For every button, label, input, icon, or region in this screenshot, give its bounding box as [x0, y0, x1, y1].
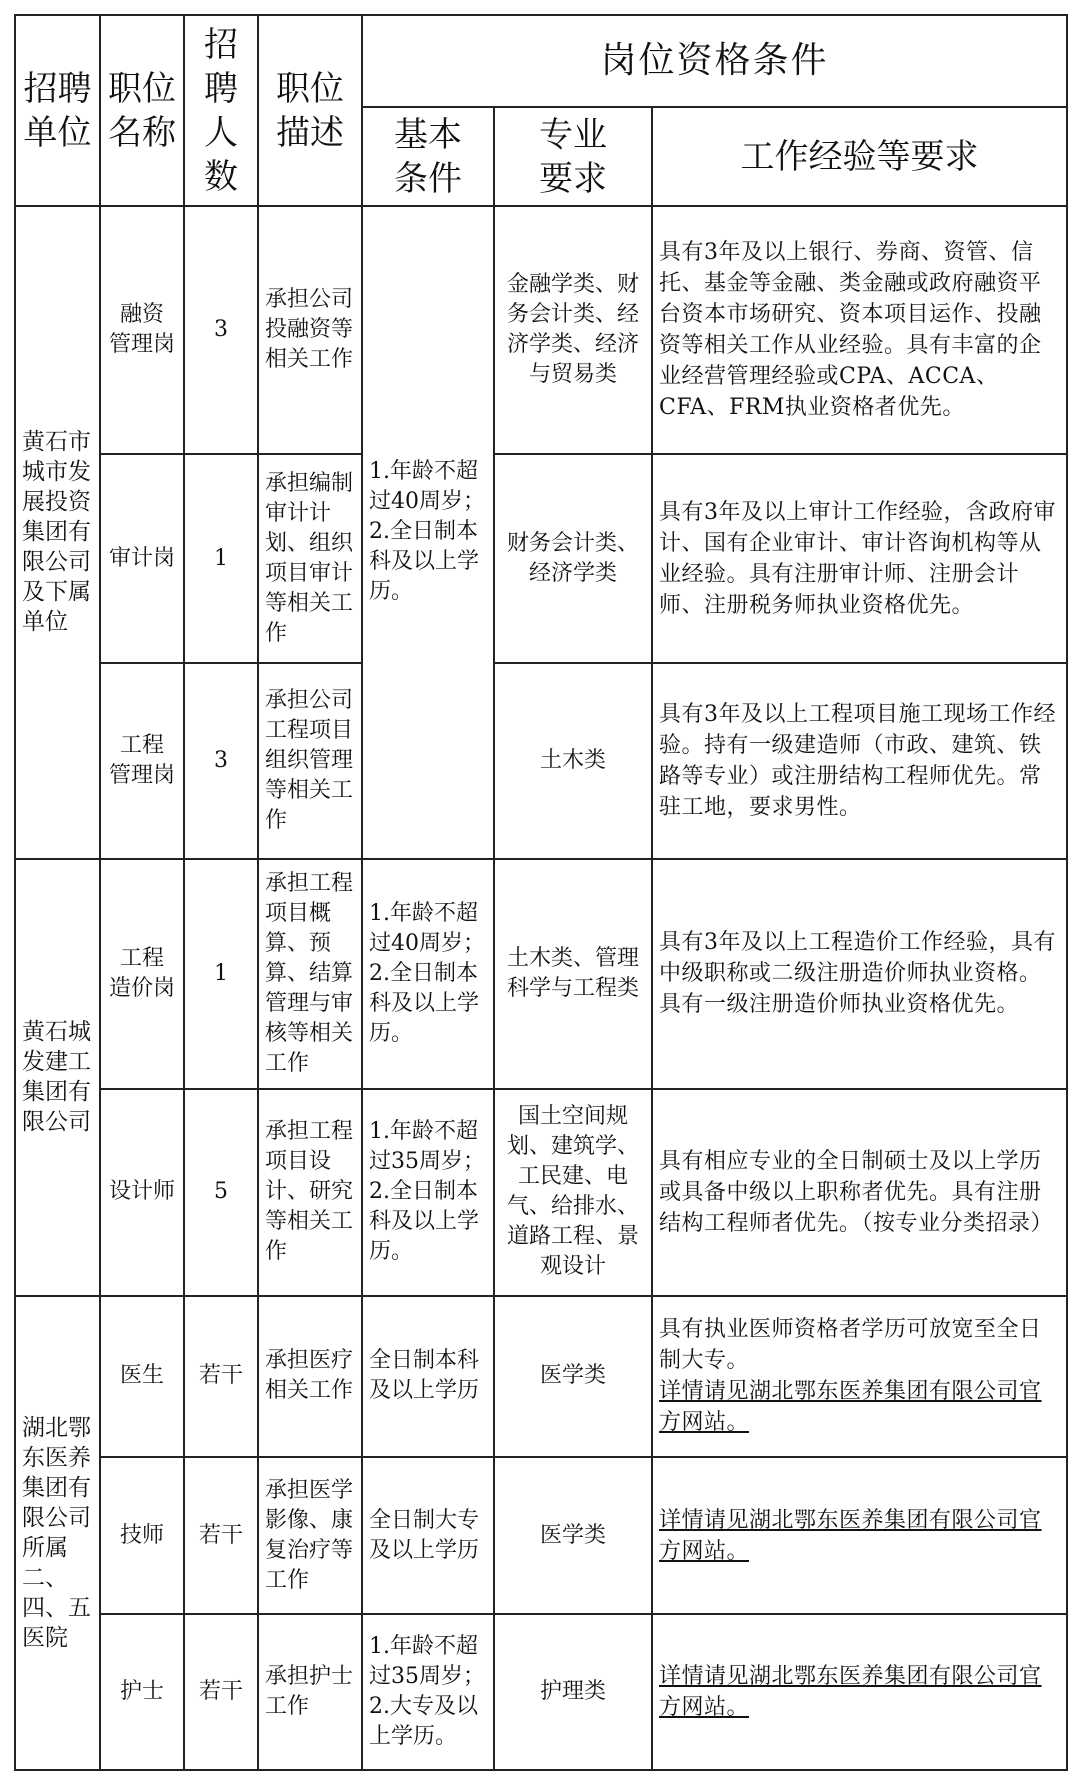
basic-conditions: 全日制本科及以上学历: [362, 1296, 494, 1458]
basic-conditions: 1.年龄不超过40周岁； 2.全日制本科及以上学历。: [362, 859, 494, 1090]
position-description: 承担工程项目概算、预算、结算管理与审核等相关工作: [258, 859, 362, 1090]
header-experience: 工作经验等要求: [652, 107, 1067, 206]
header-major: 专业 要求: [494, 107, 652, 206]
basic-conditions: 1.年龄不超过35周岁； 2.大专及以上学历。: [362, 1614, 494, 1770]
table-row: [15, 1614, 1067, 1770]
header-position: 职位 名称: [100, 15, 184, 206]
position-name: 技师: [100, 1457, 184, 1614]
website-link[interactable]: 详情请见湖北鄂东医养集团有限公司官方网站。: [659, 1507, 1042, 1564]
header-qualifications: 岗位资格条件: [362, 15, 1067, 107]
position-description: 承担公司工程项目组织管理等相关工作: [258, 663, 362, 858]
position-description: 承担医疗相关工作: [258, 1296, 362, 1458]
table-row: [15, 1457, 1067, 1614]
experience-requirement: 具有3年及以上审计工作经验，含政府审计、国有企业审计、审计咨询机构等从业经验。具有注册审计师、注册会计师、注册税务师执业资格优先。: [652, 454, 1067, 663]
basic-conditions: 1.年龄不超过40周岁； 2.全日制本科及以上学历。: [362, 206, 494, 858]
position-name: 工程 造价岗: [100, 859, 184, 1090]
headcount: 若干: [184, 1457, 258, 1614]
experience-requirement: [652, 1296, 1067, 1458]
table-row: [15, 1296, 1067, 1458]
headcount: 1: [184, 859, 258, 1090]
position-name: 审计岗: [100, 454, 184, 663]
major-requirement: 医学类: [494, 1296, 652, 1458]
experience-requirement: [652, 1457, 1067, 1614]
major-requirement: 土木类、管理科学与工程类: [494, 859, 652, 1090]
experience-requirement: [652, 1614, 1067, 1770]
headcount: 若干: [184, 1614, 258, 1770]
experience-requirement: 具有3年及以上工程造价工作经验，具有中级职称或二级注册造价师执业资格。具有一级注册造价师执业资格优先。: [652, 859, 1067, 1090]
recruiting-unit: 黄石市城市发展投资集团有限公司及下属单位: [15, 206, 100, 858]
header-count: 招聘 人数: [184, 15, 258, 206]
position-description: 承担编制审计计划、组织项目审计等相关工作: [258, 454, 362, 663]
position-name: 设计师: [100, 1089, 184, 1295]
table-row: [15, 454, 1067, 663]
headcount: 5: [184, 1089, 258, 1295]
basic-conditions: 1.年龄不超过35周岁； 2.全日制本科及以上学历。: [362, 1089, 494, 1295]
major-requirement: 金融学类、财务会计类、经济学类、经济与贸易类: [494, 206, 652, 454]
headcount: 3: [184, 663, 258, 858]
experience-requirement: 具有3年及以上银行、券商、资管、信托、基金等金融、类金融或政府融资平台资本市场研究、资本项目运作、投融资等相关工作从业经验。具有丰富的企业经营管理经验或CPA、ACCA、CFA、FRM执业资格者优先。: [652, 206, 1067, 454]
website-link[interactable]: 详情请见湖北鄂东医养集团有限公司官方网站。: [659, 1664, 1042, 1721]
headcount: 若干: [184, 1296, 258, 1458]
recruiting-unit: 湖北鄂东医养集团有限公司所属二、四、五医院: [15, 1296, 100, 1770]
header-description: 职位 描述: [258, 15, 362, 206]
headcount: 1: [184, 454, 258, 663]
major-requirement: 护理类: [494, 1614, 652, 1770]
experience-text: 具有执业医师资格者学历可放宽至全日制大专。: [659, 1317, 1042, 1374]
position-description: 承担医学影像、康复治疗等工作: [258, 1457, 362, 1614]
major-requirement: 国土空间规划、建筑学、工民建、电气、给排水、道路工程、景观设计: [494, 1089, 652, 1295]
position-description: 承担工程项目设计、研究等相关工作: [258, 1089, 362, 1295]
position-description: 承担公司投融资等相关工作: [258, 206, 362, 454]
table-row: [15, 859, 1067, 1090]
table-row: [15, 206, 1067, 454]
position-name: 护士: [100, 1614, 184, 1770]
experience-requirement: 具有相应专业的全日制硕士及以上学历或具备中级以上职称者优先。具有注册结构工程师者优先。（按专业分类招录）: [652, 1089, 1067, 1295]
headcount: 3: [184, 206, 258, 454]
experience-requirement: 具有3年及以上工程项目施工现场工作经验。持有一级建造师（市政、建筑、铁路等专业）或注册结构工程师优先。常驻工地，要求男性。: [652, 663, 1067, 858]
recruiting-unit: 黄石城发建工集团有限公司: [15, 859, 100, 1296]
position-name: 融资 管理岗: [100, 206, 184, 454]
major-requirement: 医学类: [494, 1457, 652, 1614]
basic-conditions: 全日制大专及以上学历: [362, 1457, 494, 1614]
table-row: [15, 1089, 1067, 1295]
header-unit: 招聘 单位: [15, 15, 100, 206]
recruitment-table: [14, 14, 1068, 1771]
position-name: 医生: [100, 1296, 184, 1458]
position-description: 承担护士工作: [258, 1614, 362, 1770]
position-name: 工程 管理岗: [100, 663, 184, 858]
table-row: [15, 663, 1067, 858]
major-requirement: 土木类: [494, 663, 652, 858]
header-basic: 基本 条件: [362, 107, 494, 206]
major-requirement: 财务会计类、经济学类: [494, 454, 652, 663]
website-link[interactable]: 详情请见湖北鄂东医养集团有限公司官方网站。: [659, 1379, 1042, 1436]
